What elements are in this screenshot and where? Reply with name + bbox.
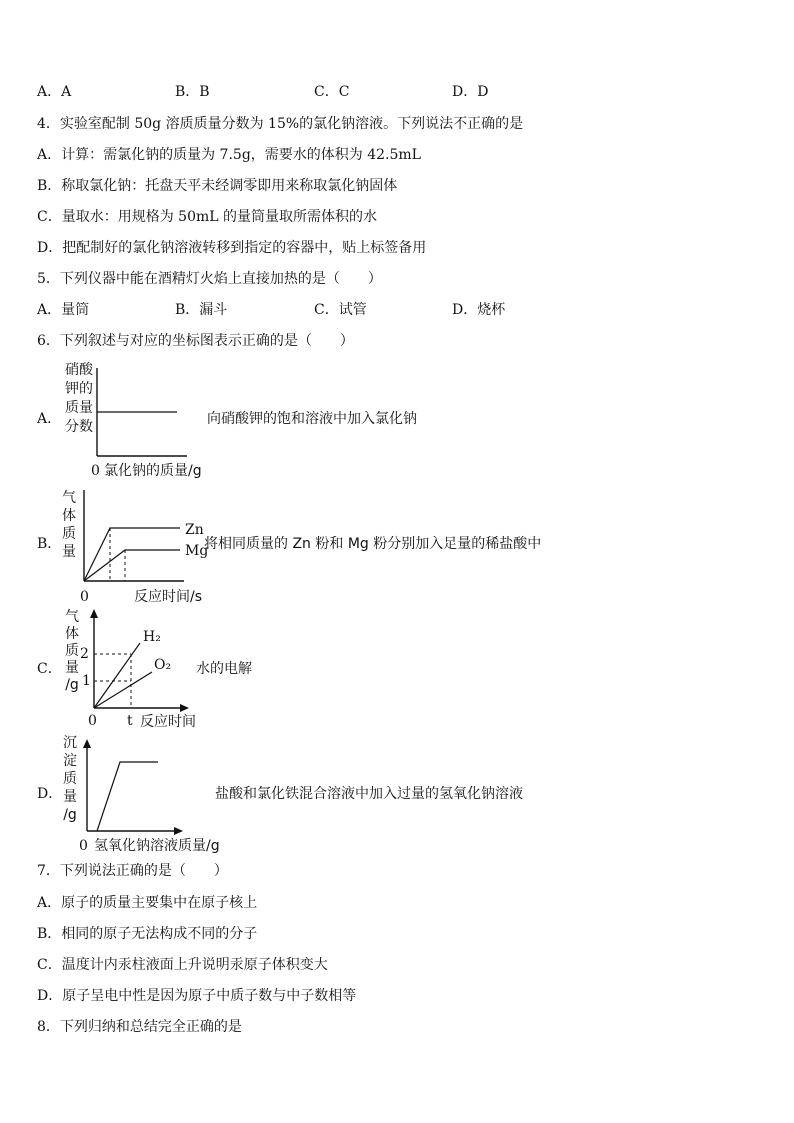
graph-d-ylabel: 沉 淀 质 量 /g: [63, 735, 77, 823]
graph-c-desc: 水的电解: [196, 661, 252, 677]
q5-option-a: A．量筒: [37, 302, 90, 318]
graph-c-ylabel: 气 体 质 量 /g: [65, 609, 79, 693]
graph-b-series-mg: Mg: [185, 543, 209, 559]
graph-c-series-o2: O₂: [154, 657, 172, 673]
q7-option-d: D．原子呈电中性是因为原子中质子数与中子数相等: [37, 988, 357, 1004]
graph-a-ylabel: 硝酸 钾的 质量 分数: [65, 362, 93, 435]
graph-b-ylabel: 气 体 质 量: [62, 490, 76, 560]
graph-c-xlabel: 反应时间: [140, 714, 196, 730]
q7-option-a: A．原子的质量主要集中在原子核上: [37, 895, 258, 911]
graph-a-desc: 向硝酸钾的饱和溶液中加入氯化钠: [207, 411, 417, 427]
q4-stem: 4．实验室配制 50g 溶质质量分数为 15%的氯化钠溶液。下列说法不正确的是: [37, 116, 524, 132]
q5-option-d: D．烧杯: [452, 302, 506, 318]
graph-b-letter: B．: [37, 536, 62, 552]
graph-b-origin: 0: [80, 589, 89, 605]
graph-d-y-arrow: [83, 739, 91, 748]
q7-stem: 7．下列说法正确的是（ ）: [37, 863, 228, 879]
q4-option-d: D．把配制好的氯化钠溶液转移到指定的容器中，贴上标签备用: [37, 240, 427, 256]
q3-option-c: C．C: [314, 84, 350, 100]
graph-c-series-h2: H₂: [143, 629, 161, 645]
graph-d-origin: 0: [79, 838, 88, 854]
graph-c-tick-1: 1: [82, 673, 91, 689]
graph-a-xlabel: 氯化钠的质量/g: [104, 463, 202, 479]
q4-option-a: A．计算：需氯化钠的质量为 7.5g，需要水的体积为 42.5mL: [37, 147, 421, 163]
q5-option-b: B．漏斗: [175, 302, 228, 318]
graph-d-desc: 盐酸和氯化铁混合溶液中加入过量的氢氧化钠溶液: [215, 786, 523, 802]
graph-c-tick-t: t: [127, 713, 133, 729]
graph-a-origin: 0: [91, 463, 100, 479]
q5-stem: 5．下列仪器中能在酒精灯火焰上直接加热的是（ ）: [37, 271, 382, 287]
q3-option-a: A．A: [37, 84, 72, 100]
q3-option-b: B．B: [175, 84, 210, 100]
graph-c-origin: 0: [88, 713, 97, 729]
graph-b-series-zn: Zn: [185, 522, 204, 538]
q6-stem: 6．下列叙述与对应的坐标图表示正确的是（ ）: [37, 333, 354, 349]
q7-option-b: B．相同的原子无法构成不同的分子: [37, 926, 258, 942]
graph-c-tick-2: 2: [80, 646, 89, 662]
q4-option-b: B．称取氯化钠：托盘天平未经调零即用来称取氯化钠固体: [37, 178, 398, 194]
q8-stem: 8．下列归纳和总结完全正确的是: [37, 1019, 242, 1035]
graph-a-letter: A．: [37, 411, 62, 427]
graph-d-letter: D．: [37, 786, 63, 802]
graph-c-letter: C．: [37, 661, 62, 677]
graph-d-xlabel: 氢氧化钠溶液质量/g: [94, 838, 220, 854]
graph-b-desc: 将相同质量的 Zn 粉和 Mg 粉分别加入足量的稀盐酸中: [204, 536, 542, 552]
q3-option-d: D．D: [452, 84, 489, 100]
graph-d-curve: [97, 762, 158, 831]
q7-option-c: C．温度计内汞柱液面上升说明汞原子体积变大: [37, 957, 328, 973]
graph-b-xlabel: 反应时间/s: [134, 589, 203, 605]
q4-option-c: C．量取水：用规格为 50mL 的量筒量取所需体积的水: [37, 209, 377, 225]
graph-d-x-arrow: [174, 827, 183, 835]
q5-option-c: C．试管: [314, 302, 367, 318]
